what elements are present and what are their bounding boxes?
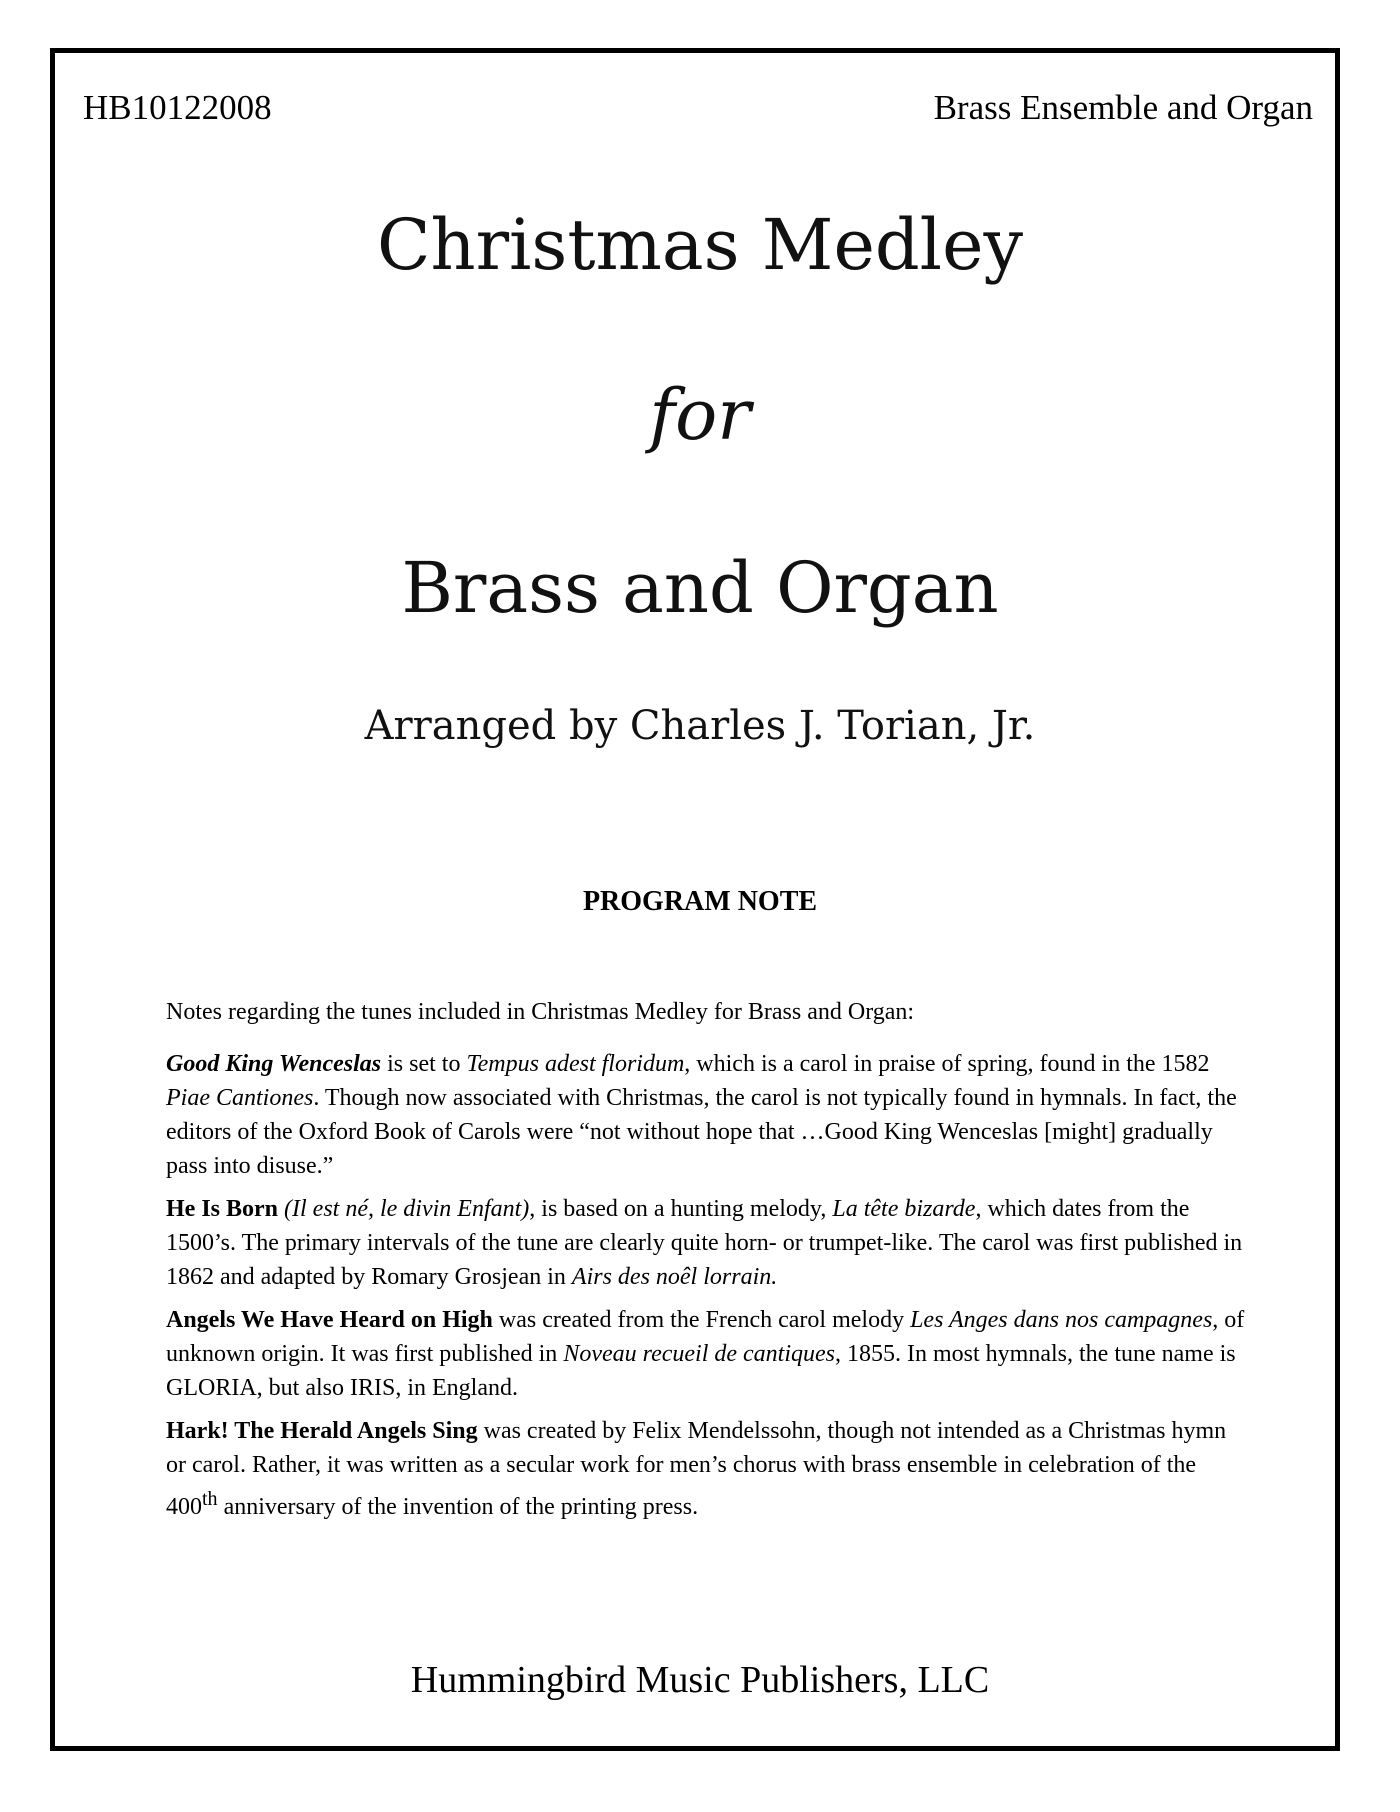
note-text: was created from the French carol melody (492, 1307, 911, 1333)
program-note-intro: Notes regarding the tunes included in Christmas Medley for Brass and Organ: (166, 999, 915, 1025)
catalog-number: HB10122008 (83, 88, 272, 127)
title-line-2: for (649, 374, 751, 456)
carol-title: He Is Born (166, 1196, 279, 1222)
source-title: Airs des noêl lorrain. (571, 1264, 778, 1290)
source-title: Noveau recueil de cantiques (563, 1341, 835, 1367)
arranger-credit: Arranged by Charles J. Torian, Jr. (364, 703, 1036, 749)
title-line-3: Brass and Organ (401, 547, 999, 629)
note-text: is set to (381, 1051, 467, 1077)
note-text: anniversary of the invention of the printing press. (217, 1494, 699, 1520)
note-text: , which dates from the 1500’s. The primary intervals of the tune are clearly quite horn- or trumpet-like. The carol was first published in 1862 and adapted by Romary Grosjean in (166, 1196, 1243, 1290)
source-title: Piae Cantiones (166, 1085, 314, 1111)
melody-name: Les Anges dans nos campagnes (910, 1307, 1213, 1333)
alt-title: (Il est né, le divin Enfant) (284, 1196, 530, 1222)
note-good-king-wenceslas (166, 1047, 1246, 1183)
note-angels-we-have-heard (166, 1303, 1246, 1405)
publisher-name: Hummingbird Music Publishers, LLC (410, 1659, 990, 1701)
note-he-is-born (166, 1192, 1246, 1294)
program-note-body (166, 995, 1246, 1533)
note-text: , 1855. In most hymnals, the tune name is GLORIA, but also IRIS, in England. (166, 1341, 1236, 1401)
carol-title: Good King Wenceslas (166, 1051, 382, 1077)
carol-title: Angels We Have Heard on High (166, 1307, 493, 1333)
carol-title: Hark! The Herald Angels Sing (166, 1418, 478, 1444)
note-text: was created by Felix Mendelssohn, though not intended as a Christmas hymn or carol. Rather, it was written as a secular work for men’s chorus with brass ensemble in celebration of the 400 (166, 1418, 1227, 1520)
melody-name: La tête bizarde (832, 1196, 976, 1222)
note-text: . Though now associated with Christmas, the carol is not typically found in hymnals. In fact, the editors of the Oxford Book of Carols were “not without hope that …Good King Wenceslas [might] gradually pass into disuse.” (166, 1085, 1237, 1179)
instrumentation: Brass Ensemble and Organ (933, 88, 1313, 127)
note-hark-the-herald (166, 1414, 1246, 1524)
title-line-1: Christmas Medley (376, 204, 1024, 286)
ordinal-suffix: th (202, 1488, 218, 1510)
note-text: , is based on a hunting melody, (529, 1196, 833, 1222)
tune-name: Tempus adest floridum (466, 1051, 685, 1077)
note-text: , of unknown origin. It was first published in (166, 1307, 1245, 1367)
program-note-heading: PROGRAM NOTE (582, 886, 818, 917)
note-text: , which is a carol in praise of spring, found in the 1582 (684, 1051, 1210, 1077)
